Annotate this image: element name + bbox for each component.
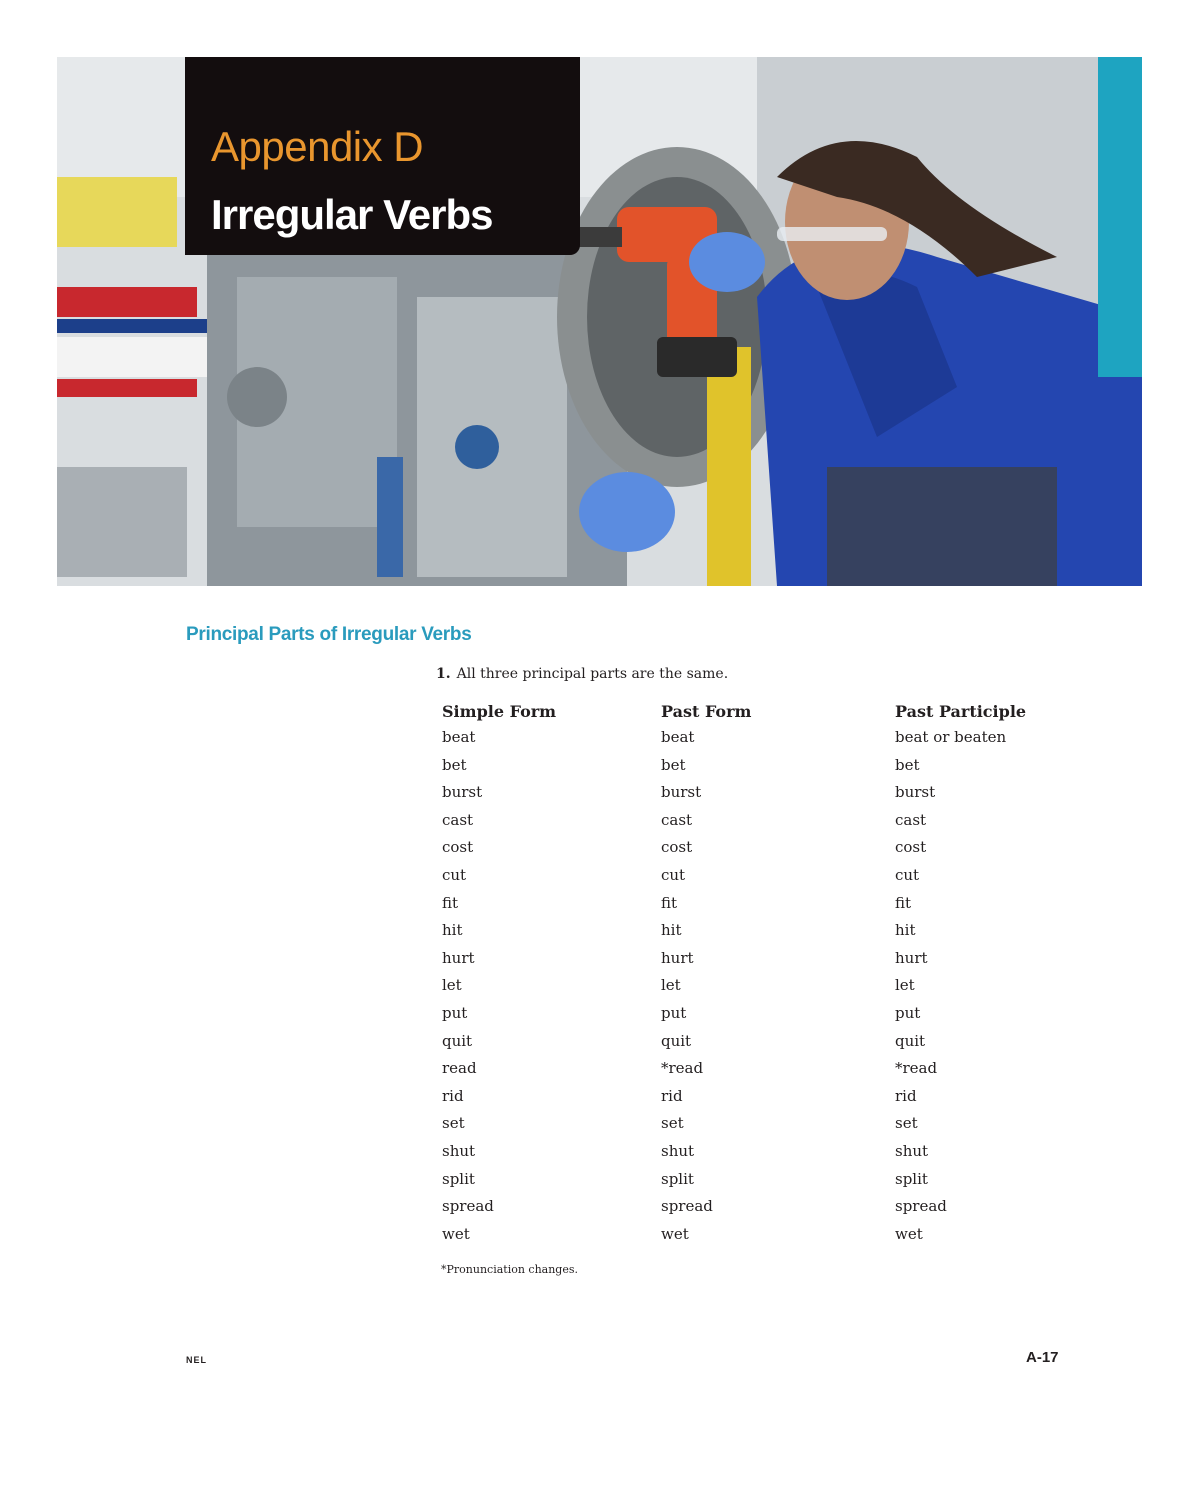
simple-form-cell: cost — [442, 838, 474, 857]
table-row — [442, 1142, 1065, 1170]
simple-form-cell: cast — [442, 810, 474, 829]
table-row — [442, 866, 1065, 894]
past-participle-cell: wet — [895, 1224, 923, 1243]
past-form-cell: cast — [661, 810, 693, 829]
table-row — [442, 1004, 1065, 1032]
intro-number: 1. — [436, 666, 451, 682]
past-form-cell: let — [661, 976, 681, 995]
past-participle-cell: *read — [895, 1059, 938, 1078]
table-row — [442, 1059, 1065, 1087]
past-form-cell: beat — [661, 728, 695, 746]
past-form-cell: put — [661, 1003, 687, 1022]
table-row — [442, 921, 1065, 949]
past-form-cell: cost — [661, 838, 693, 857]
past-form-cell: shut — [661, 1141, 695, 1160]
simple-form-cell: let — [442, 976, 462, 995]
past-form-cell: rid — [661, 1086, 683, 1105]
past-participle-cell: split — [895, 1169, 928, 1188]
publisher-mark: NEL — [186, 1355, 207, 1365]
header-simple-form: Simple Form — [442, 702, 557, 721]
past-form-cell: fit — [661, 893, 678, 912]
appendix-label: Appendix D — [211, 123, 424, 170]
verb-table-header — [442, 702, 1065, 728]
chapter-title-box — [185, 57, 580, 255]
past-participle-cell: set — [895, 1114, 918, 1133]
simple-form-cell: hurt — [442, 948, 475, 967]
past-form-cell: cut — [661, 865, 686, 884]
simple-form-cell: wet — [442, 1224, 470, 1243]
past-participle-cell: cut — [895, 865, 920, 884]
table-row — [442, 949, 1065, 977]
simple-form-cell: quit — [442, 1031, 473, 1050]
header-past-form: Past Form — [661, 702, 752, 721]
table-row — [442, 1170, 1065, 1198]
table-row — [442, 1087, 1065, 1115]
past-participle-cell: beat or beaten — [895, 728, 1007, 746]
past-participle-cell: cast — [895, 810, 927, 829]
simple-form-cell: burst — [442, 783, 483, 802]
past-form-cell: quit — [661, 1031, 692, 1050]
table-row — [442, 811, 1065, 839]
intro-text: All three principal parts are the same. — [456, 666, 729, 682]
past-participle-cell: let — [895, 976, 915, 995]
simple-form-cell: read — [442, 1059, 477, 1078]
past-form-cell: spread — [661, 1197, 713, 1216]
past-form-cell: hurt — [661, 948, 694, 967]
past-participle-cell: shut — [895, 1141, 929, 1160]
table-row — [442, 783, 1065, 811]
simple-form-cell: bet — [442, 755, 467, 774]
past-form-cell: *read — [661, 1059, 704, 1078]
past-participle-cell: hit — [895, 921, 916, 940]
table-row — [442, 1197, 1065, 1225]
simple-form-cell: split — [442, 1169, 475, 1188]
table-row — [442, 1225, 1065, 1253]
table-row — [442, 728, 1065, 756]
past-participle-cell: put — [895, 1003, 921, 1022]
past-participle-cell: cost — [895, 838, 927, 857]
table-row — [442, 976, 1065, 1004]
simple-form-cell: rid — [442, 1086, 464, 1105]
past-participle-cell: quit — [895, 1031, 926, 1050]
simple-form-cell: cut — [442, 865, 467, 884]
past-form-cell: wet — [661, 1224, 689, 1243]
footnote: *Pronunciation changes. — [441, 1263, 578, 1276]
table-row — [442, 894, 1065, 922]
table-row — [442, 1114, 1065, 1142]
verb-table — [442, 702, 1065, 1252]
simple-form-cell: beat — [442, 728, 476, 746]
past-participle-cell: burst — [895, 783, 936, 802]
simple-form-cell: set — [442, 1114, 465, 1133]
table-row — [442, 838, 1065, 866]
past-participle-cell: bet — [895, 755, 920, 774]
simple-form-cell: hit — [442, 921, 463, 940]
section-heading: Principal Parts of Irregular Verbs — [186, 624, 472, 645]
simple-form-cell: put — [442, 1003, 468, 1022]
simple-form-cell: spread — [442, 1197, 494, 1216]
table-row — [442, 756, 1065, 784]
past-form-cell: burst — [661, 783, 702, 802]
header-past-participle: Past Participle — [895, 702, 1027, 721]
past-participle-cell: fit — [895, 893, 912, 912]
simple-form-cell: shut — [442, 1141, 476, 1160]
chapter-side-tab — [1098, 57, 1142, 377]
past-form-cell: split — [661, 1169, 694, 1188]
page-number: A-17 — [1026, 1349, 1059, 1366]
simple-form-cell: fit — [442, 893, 459, 912]
past-form-cell: set — [661, 1114, 684, 1133]
past-form-cell: hit — [661, 921, 682, 940]
table-row — [442, 1032, 1065, 1060]
intro-item — [436, 666, 728, 682]
verb-table-body — [442, 728, 1065, 1252]
past-form-cell: bet — [661, 755, 686, 774]
past-participle-cell: rid — [895, 1086, 917, 1105]
past-participle-cell: spread — [895, 1197, 947, 1216]
chapter-title: Irregular Verbs — [211, 191, 493, 238]
past-participle-cell: hurt — [895, 948, 928, 967]
